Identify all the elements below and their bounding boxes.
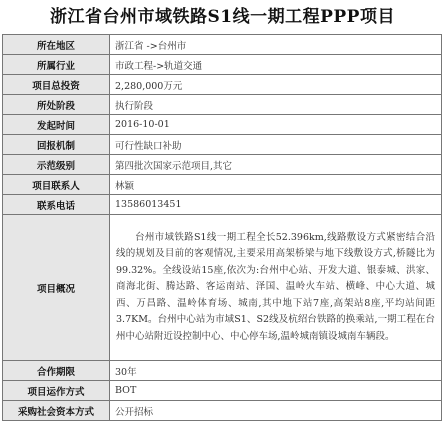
value-industry: 市政工程->轨道交通 [110, 55, 442, 75]
project-info-table [2, 34, 442, 421]
label-return-mechanism: 回报机制 [3, 135, 110, 155]
value-phone: 13586013451 [110, 195, 442, 215]
label-contact: 项目联系人 [3, 175, 110, 195]
row-start-date [3, 115, 442, 135]
label-operation-mode: 项目运作方式 [3, 381, 110, 401]
label-industry: 所属行业 [3, 55, 110, 75]
row-stage [3, 95, 442, 115]
label-start-date: 发起时间 [3, 115, 110, 135]
row-operation-mode [3, 381, 442, 401]
row-overview [3, 215, 442, 361]
label-stage: 所处阶段 [3, 95, 110, 115]
value-start-date: 2016-10-01 [110, 115, 442, 135]
value-return-mechanism: 可行性缺口补助 [110, 135, 442, 155]
row-contact [3, 175, 442, 195]
label-term: 合作期限 [3, 361, 110, 381]
value-term: 30年 [110, 361, 442, 381]
value-stage: 执行阶段 [110, 95, 442, 115]
value-operation-mode: BOT [110, 381, 442, 401]
value-total-investment: 2,280,000万元 [110, 75, 442, 95]
row-industry [3, 55, 442, 75]
value-demo-level: 第四批次国家示范项目,其它 [110, 155, 442, 175]
label-total-investment: 项目总投资 [3, 75, 110, 95]
row-term [3, 361, 442, 381]
row-procurement [3, 401, 442, 421]
page-title: 浙江省台州市域铁路S1线一期工程PPP项目 [50, 7, 395, 27]
label-region: 所在地区 [3, 35, 110, 55]
row-total-investment [3, 75, 442, 95]
label-demo-level: 示范级别 [3, 155, 110, 175]
value-contact: 林颖 [110, 175, 442, 195]
label-overview: 项目概况 [3, 215, 110, 361]
row-phone [3, 195, 442, 215]
value-region: 浙江省 ->台州市 [110, 35, 442, 55]
label-procurement: 采购社会资本方式 [3, 401, 110, 421]
row-region [3, 35, 442, 55]
row-demo-level [3, 155, 442, 175]
row-return-mechanism [3, 135, 442, 155]
value-procurement: 公开招标 [110, 401, 442, 421]
label-phone: 联系电话 [3, 195, 110, 215]
value-overview: 台州市域铁路S1线一期工程全长52.396km,线路敷设方式紧密结合沿线的规划及目前的客观情况,主要采用高架桥梁与地下线敷设方式,桥隧比为99.32%。全线设站15座,依次为:台州中心站、开发大道、银泰城、洪家、商海北街、腾达路、客运南站、泽国、温岭火车站、横峰、中心大道、城西、万昌路、温岭体育场、城南,其中地下站7座,高架站8座,平均站间距3.7KM。台州中心站为市域S1、S2线及杭绍台铁路的换乘站,一期工程在台州中心站附近设控制中心、中心停车场,温岭城南镇设城南车辆段。 [110, 215, 442, 361]
